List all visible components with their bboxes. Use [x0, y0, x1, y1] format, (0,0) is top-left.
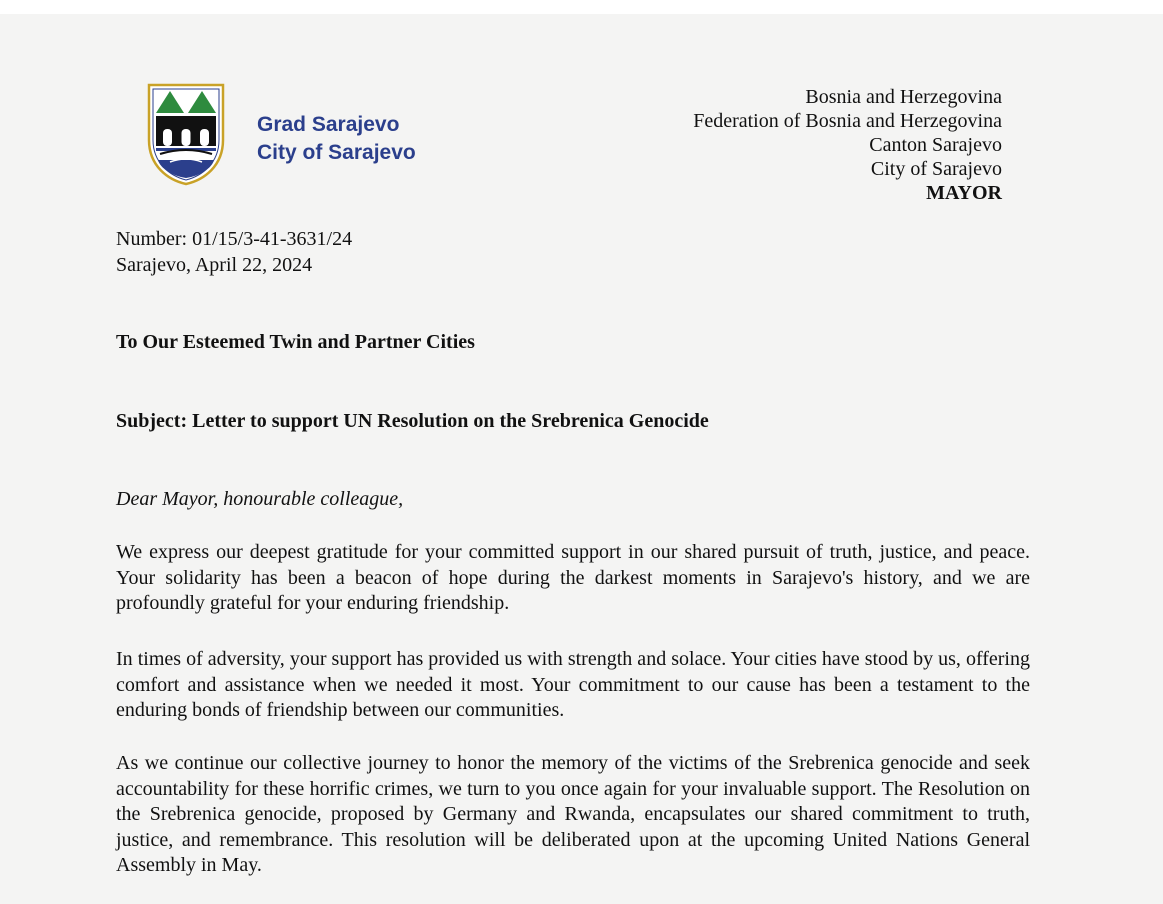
- body-paragraph-3: As we continue our collective journey to honor the memory of the victims of the Srebrenica genocide and seek accountability for these horrific crimes, we turn to you once again for your invaluable support. The Resolution on the Srebrenica genocide, proposed by Germany and Rwanda, encapsulates our shared commitment to truth, justice, and remembrance. This resolution will be deliberated upon at the upcoming United Nations General Assembly in May.: [116, 752, 1030, 876]
- salutation: Dear Mayor, honourable colleague,: [116, 488, 404, 510]
- city-name-english: City of Sarajevo: [257, 141, 416, 164]
- body-paragraph-1: We express our deepest gratitude for your committed support in our shared pursuit of truth, justice, and peace. Your solidarity has been a beacon of hope during the darkest moments in Sarajevo's history, and we are profoundly grateful for your enduring friendship.: [116, 541, 1030, 614]
- city-name-local: Grad Sarajevo: [257, 113, 400, 136]
- reference-number: Number: 01/15/3-41-3631/24: [116, 228, 353, 250]
- authority-line-country: Bosnia and Herzegovina: [805, 86, 1002, 108]
- authority-line-city: City of Sarajevo: [870, 158, 1002, 180]
- city-brand: [257, 111, 416, 167]
- subject-line: Subject: Letter to support UN Resolution on the Srebrenica Genocide: [116, 410, 709, 432]
- coat-of-arms-icon: [146, 82, 226, 186]
- authority-line-federation: Federation of Bosnia and Herzegovina: [693, 110, 1002, 132]
- issuing-authority: [693, 85, 1002, 205]
- reference-block: [116, 226, 352, 278]
- authority-line-canton: Canton Sarajevo: [869, 134, 1002, 156]
- body-paragraph-2: In times of adversity, your support has provided us with strength and solace. Your cities have stood by us, offering comfort and assistance when we needed it most. Your commitment to our cause has been a testament to the enduring bonds of friendship between our communities.: [116, 648, 1030, 721]
- authority-line-office: MAYOR: [926, 182, 1002, 204]
- place-date: Sarajevo, April 22, 2024: [116, 254, 313, 276]
- addressee: To Our Esteemed Twin and Partner Cities: [116, 331, 475, 353]
